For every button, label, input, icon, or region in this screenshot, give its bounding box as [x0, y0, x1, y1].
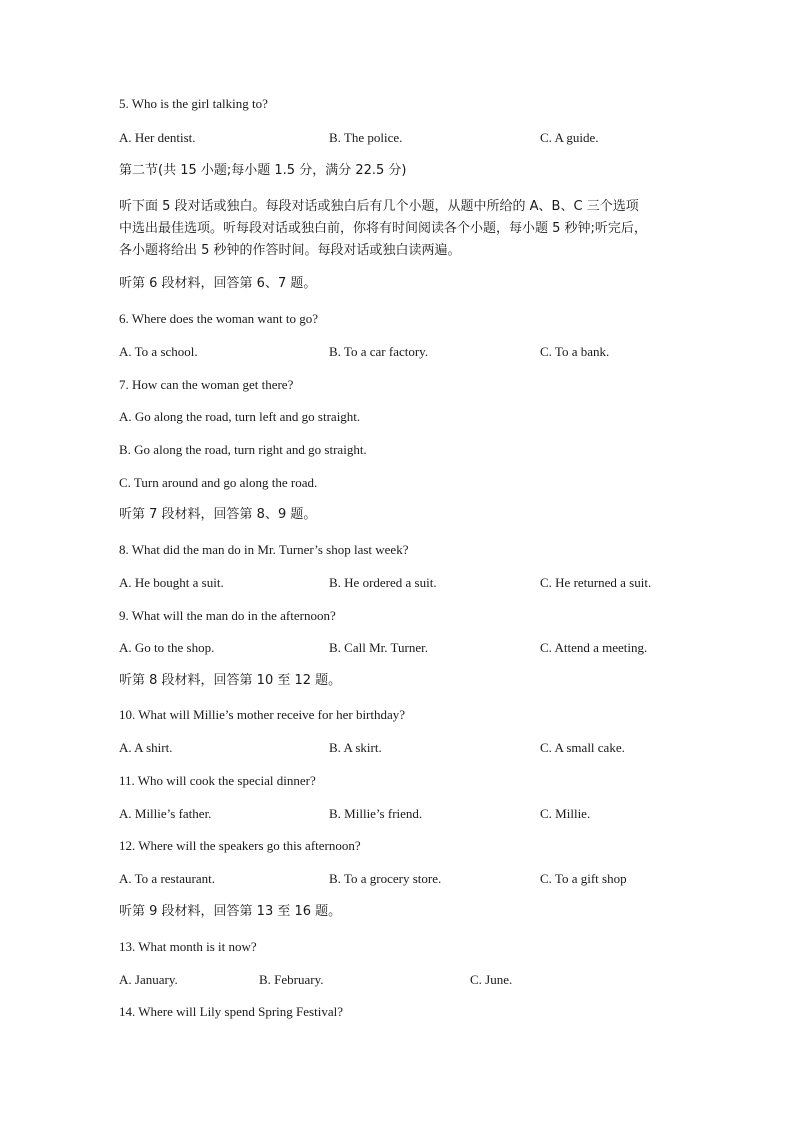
q12-option-c: C. To a gift shop [540, 871, 627, 886]
question-7: 7. How can the woman get there? [119, 377, 294, 392]
q9-option-c: C. Attend a meeting. [540, 640, 648, 655]
q11-option-a: A. Millie’s father. [119, 806, 212, 821]
q13-option-c: C. June. [470, 972, 513, 987]
material-9-heading: 听第 9 段材料，回答第 13 至 16 题。 [119, 904, 342, 919]
question-8: 8. What did the man do in Mr. Turner’s shop last week? [119, 542, 409, 557]
q6-option-c: C. To a bank. [540, 344, 610, 359]
question-5: 5. Who is the girl talking to? [119, 96, 268, 111]
question-11: 11. Who will cook the special dinner? [119, 773, 316, 788]
instructions [119, 196, 679, 262]
question-6: 6. Where does the woman want to go? [119, 311, 319, 326]
q7-option-c: C. Turn around and go along the road. [119, 475, 318, 490]
q11-option-c: C. Millie. [540, 806, 591, 821]
q6-option-a: A. To a school. [119, 344, 198, 359]
material-7-heading: 听第 7 段材料，回答第 8、9 题。 [119, 507, 317, 522]
q7-option-b: B. Go along the road, turn right and go straight. [119, 442, 367, 457]
q9-option-b: B. Call Mr. Turner. [329, 640, 428, 655]
q7-option-a: A. Go along the road, turn left and go straight. [119, 409, 361, 424]
q8-option-c: C. He returned a suit. [540, 575, 652, 590]
q8-option-a: A. He bought a suit. [119, 575, 224, 590]
q8-option-b: B. He ordered a suit. [329, 575, 437, 590]
q5-option-b: B. The police. [329, 130, 403, 145]
q13-option-b: B. February. [259, 972, 324, 987]
question-13: 13. What month is it now? [119, 939, 257, 954]
q11-option-b: B. Millie’s friend. [329, 806, 423, 821]
material-8-heading: 听第 8 段材料，回答第 10 至 12 题。 [119, 673, 342, 688]
q5-option-c: C. A guide. [540, 130, 599, 145]
section-2-heading: 第二节(共 15 小题;每小题 1.5 分，满分 22.5 分) [119, 163, 407, 178]
question-9: 9. What will the man do in the afternoon? [119, 608, 336, 623]
question-10: 10. What will Millie’s mother receive for her birthday? [119, 707, 406, 722]
instructions-line-2: 中选出最佳选项。听每段对话或独白前，你将有时间阅读各个小题，每小题 5 秒钟;听完后， [119, 221, 647, 236]
question-14: 14. Where will Lily spend Spring Festival? [119, 1004, 343, 1019]
q10-option-a: A. A shirt. [119, 740, 173, 755]
question-12: 12. Where will the speakers go this afternoon? [119, 838, 361, 853]
q6-option-b: B. To a car factory. [329, 344, 429, 359]
q9-option-a: A. Go to the shop. [119, 640, 215, 655]
q12-option-b: B. To a grocery store. [329, 871, 442, 886]
material-6-heading: 听第 6 段材料，回答第 6、7 题。 [119, 276, 317, 291]
q13-option-a: A. January. [119, 972, 178, 987]
q10-option-b: B. A skirt. [329, 740, 382, 755]
q5-option-a: A. Her dentist. [119, 130, 196, 145]
instructions-line-1: 听下面 5 段对话或独白。每段对话或独白后有几个小题，从题中所给的 A、B、C 三个选项 [119, 199, 639, 214]
instructions-line-3: 各小题将给出 5 秒钟的作答时间。每段对话或独白读两遍。 [119, 243, 461, 258]
q12-option-a: A. To a restaurant. [119, 871, 215, 886]
q10-option-c: C. A small cake. [540, 740, 625, 755]
